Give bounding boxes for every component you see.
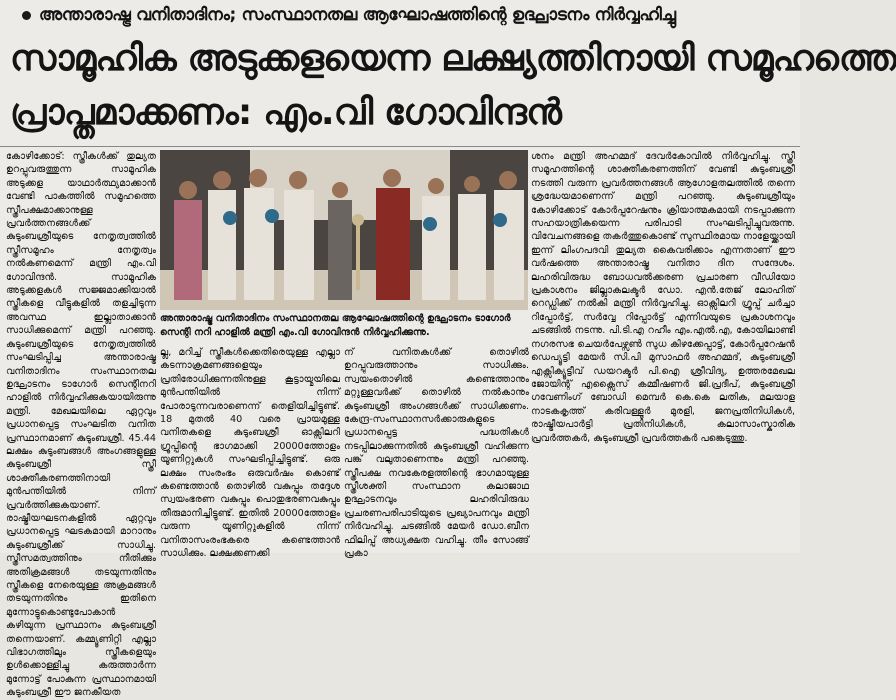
body-column-1-text: കോഴിക്കോട്: സ്ത്രീകൾക്ക് തുല്യത ഉറപ്പുവരുത്തുന്ന സാമൂഹിക അടുക്കള യാഥാർത്ഥ്യമാക്കാൻ വേണ്ടി പാകത്തിൽ സമൂഹത്തെ സ്ത്രീപക്ഷമാക്കാനുള്ള പ്രവർത്തനങ്ങൾക്ക് കുടുംബശ്രീയുടെ നേതൃത്വത്തിൽ സ്ത്രീസമൂഹം നേതൃത്വം നൽകണമെന്ന് മന്ത്രി എം.വി ഗോവിന്ദൻ. സാമൂഹിക അടുക്കളകൾ സജ്ജമാക്കിയാൽ സ്ത്രീകളെ വീട്ടുകളിൽ തളച്ചിടുന്ന അവസ്ഥ ഇല്ലാതാക്കാൻ സാധിക്കുമെന്ന് മന്ത്രി പറഞ്ഞു. കുടുംബശ്രീയുടെ നേതൃത്വത്തിൽ സംഘടിപ്പിച്ച അന്താരാഷ്ട്ര വനിതാദിനം സംസ്ഥാനതല ഉദ്ഘാടനം ടാഗോർ സെന്റിനറി ഹാളിൽ നിർവ്വഹിക്കുകയായിരുന്നു മന്ത്രി. മേഖലയിലെ ഏറ്റവും പ്രധാനപ്പെട്ട സംഘടിത വനിത പ്രസ്ഥാനമാണ് കുടുംബശ്രീ. 45.44 ലക്ഷം കുടുംബങ്ങൾ അംഗങ്ങളുള്ള കുടുംബശ്രീ സ്ത്രീ ശാക്തീകരണത്തിനായി മുൻപന്തിയിൽ നിന്ന് പ്രവർത്തിക്കുകയാണ്. രാഷ്ട്രീയഘടനകളിൽ ഏറ്റവും പ്രധാനപ്പെട്ട ഘടകമായി മാറാനും കുടുംബശ്രീക്ക് സാധിച്ചു. സ്ത്രീസമത്വത്തിനും നീതിക്കും അതിക്രമങ്ങൾ തടയുന്നതിനും സ്ത്രീകളെ നേരെയുള്ള അക്രമങ്ങൾ തടയുന്നതിനും ഇതിനെ മുന്നോട്ടുകൊണ്ടുപോകാൻ കഴിയുന്ന പ്രസ്ഥാനം കുടുംബശ്രീ തന്നെയാണ്. കമ്മ്യൂണിറ്റി എല്ലാ വിഭാഗത്തിലും സ്ത്രീകളെയും ഉൾക്കൊള്ളിച്ചു കരുത്താർന്ന മുന്നോട്ട് പോകുന്ന പ്രസ്ഥാനമായി കുടുംബശ്രീ ഈ ജനകീയത xyxy=(6,151,156,699)
kicker-line xyxy=(22,5,792,35)
kicker-text: അന്താരാഷ്ട്ര വനിതാദിനം; സംസ്ഥാനതല ആഘോഷത്തിന്റെ ഉദ്ഘാടനം നിർവ്വഹിച്ചു xyxy=(39,5,676,25)
lamp-stand xyxy=(356,220,360,290)
body-column-4-text: ശനം മന്ത്രി അഹമ്മദ് ദേവർകോവിൽ നിർവ്വഹിച്ചു. സ്ത്രീ സമൂഹത്തിന്റെ ശാക്തീകരണത്തിന് വേണ്ടി കുടുംബശ്രീ നടത്തി വരുന്ന പ്രവർത്തനങ്ങൾ ആഗോളതലത്തിൽ തന്നെ ശ്രദ്ധേയമാണെന്ന് മന്ത്രി പറഞ്ഞു. കുടുംബശ്രീയും കോഴിക്കോട് കോർപ്പറേഷനും ക്രിയാത്മകമായി നടപ്പാക്കുന്ന സഹയാത്രികയെന്ന പരിപാടി സംഘടിപ്പിച്ചുവരുന്നു. വിവേചനങ്ങളെ തകർത്തുകൊണ്ട് സുസ്ഥിരമായ നാളേയ്ക്കായി ഇന്ന് ലിംഗപദവി തുല്യത കൈവരിക്കാം എന്നതാണ് ഈ വർഷത്തെ അന്താരാഷ്ട്ര വനിതാ ദിന സന്ദേശം. ലഹരിവിരുദ്ധ ബോധവൽക്കരണ പ്രചാരണ വീഡിയോ പ്രകാശനം ജില്ലാകലക്ടർ ഡോ. എൻ.തേജ് ലോഹിത് റെഡ്ഡിക്ക് നൽകി മന്ത്രി നിർവ്വഹിച്ചു. ഓക്സിലറി ഗ്രൂപ്പ് ചർച്ചാ റിപ്പോർട്ട്, സർവ്വേ റിപ്പോർട്ട് എന്നിവയുടെ പ്രകാശനവും ചടങ്ങിൽ നടന്നു. പി.ടി.എ റഹീം എം.എൽ.എ, കോയിലാണ്ടി നഗരസഭ ചെയർപേഴ്സൺ സുധ കിഴക്കേപ്പാട്ട്, കോർപ്പറേഷൻ ഡെപ്യൂട്ടി മേയർ സി.പി മുസാഫർ അഹമ്മദ്, കുടുംബശ്രീ എക്സിക്യൂട്ടീവ് ഡയറക്ടർ പി.ഐ ശ്രീവിദ്യ, ഉത്തരമേഖല ജോയിന്റ് എക്സൈസ് കമ്മീഷണർ ജി.പ്രദീപ്, കുടുംബശ്രീ ഗവേണിംഗ് ബോഡി മെമ്പർ കെ.കെ ലതിക, മലയാള നാടകകൃത്ത് കരിവള്ളൂർ മുരളി, ജനപ്രതിനിധികൾ, രാഷ്ട്രീയപാർട്ടി പ്രതിനിധികൾ, കലാസാംസ്കാരിക പ്രവർത്തകർ, കുടുംബശ്രീ പ്രവർത്തകർ പങ്കെടുത്തു. xyxy=(531,151,795,444)
body-column-2-text: ല്ല, മറിച്ച് സ്ത്രീകൾക്കെതിരെയുള്ള എല്ലാ കടന്നാക്രമണങ്ങളെയും പ്രതിരോധിക്കുന്നതിനുള്ള കൂട്ടായ്മയിലെ മുൻപന്തിയിൽ നിന്ന് പോരാടുന്നവരാണെന്ന് തെളിയിച്ചിട്ടുണ്ട്. 18 മുതൽ 40 വരെ പ്രായമുള്ള വനിതകളെ കുടുംബശ്രീ ഓക്സിലറി ഗ്രൂപ്പിന്റെ ഭാഗമാക്കി 20000ത്തോളം യൂണിറ്റുകൾ സംഘടിപ്പിച്ചിട്ടുണ്ട്. ഒരു ലക്ഷം സംരംഭം ഒരുവർഷം കൊണ്ട് കണ്ടെത്താൻ തൊഴിൽ വകുപ്പും തദ്ദേശ സ്വയംഭരണ വകുപ്പും പൊതുഭരണവകുപ്പും തീരുമാനിച്ചിട്ടുണ്ട്. ഇതിൽ 20000ത്തോളം വരുന്ന യൂണിറ്റുകളിൽ നിന്ന് വനിതാസംരംഭകരെ കണ്ടെത്താൻ സാധിക്കും. ലക്ഷക്കണക്കി xyxy=(160,347,340,560)
body-column-4 xyxy=(531,150,795,548)
bullet-dot-icon xyxy=(22,11,31,20)
body-column-1 xyxy=(6,150,156,699)
body-column-3-text: ന് വനിതകൾക്ക് തൊഴിൽ ഉറപ്പുവരുത്താനും സാധിക്കും. സ്വയംതൊഴിൽ കണ്ടെത്താനും മറ്റുള്ളവർക്ക് തൊഴിൽ നൽകാനും കുടുംബശ്രീ അംഗങ്ങൾക്ക് സാധിക്കണം. കേന്ദ്ര-സംസ്ഥാനസർക്കാരുകളുടെ പ്രധാനപ്പെട്ട പദ്ധതികൾ നടപ്പിലാക്കുന്നതിൽ കുടുംബശ്രീ വഹിക്കുന്ന പങ്ക് വലുതാണെന്നും മന്ത്രി പറഞ്ഞു. സ്ത്രീപക്ഷ നവകേരളത്തിന്റെ ഭാഗമായുള്ള സ്ത്രീശക്തി സംസ്ഥാന കലാജാഥ ഉദ്ഘാടനവും ലഹരിവിരുദ്ധ പ്രചരണപരിപാടിയുടെ പ്രഖ്യാപനവും മന്ത്രി നിർവഹിച്ചു. ചടങ്ങിൽ മേയർ ഡോ.ബീന ഫിലിപ്പ് അധ്യക്ഷത വഹിച്ചു. തീം സോങ്ങ് പ്രകാ xyxy=(344,347,529,560)
headline-line-1: സാമൂഹിക അടുക്കളയെന്ന ലക്ഷ്യത്തിനായി സമൂഹത്തെ xyxy=(10,38,896,79)
event-photo-illustration xyxy=(160,150,528,310)
divider xyxy=(0,146,800,147)
body-column-3 xyxy=(344,346,529,560)
photo-caption: അന്താരാഷ്ട്ര വനിതാദിനം സംസ്ഥാനതല ആഘോഷത്തിന്റെ ഉദ്ഘാടനം ടാഗോർ സെന്റി നറി ഹാളിൽ മന്ത്രി എം.വി ഗോവിന്ദൻ നിർവ്വഹിക്കുന്നു. xyxy=(160,313,511,338)
headline-line-2: പ്രാപ്തമാക്കണം: എം.വി ഗോവിന്ദൻ xyxy=(10,92,562,133)
event-photo xyxy=(160,150,528,310)
body-column-2 xyxy=(160,346,340,560)
